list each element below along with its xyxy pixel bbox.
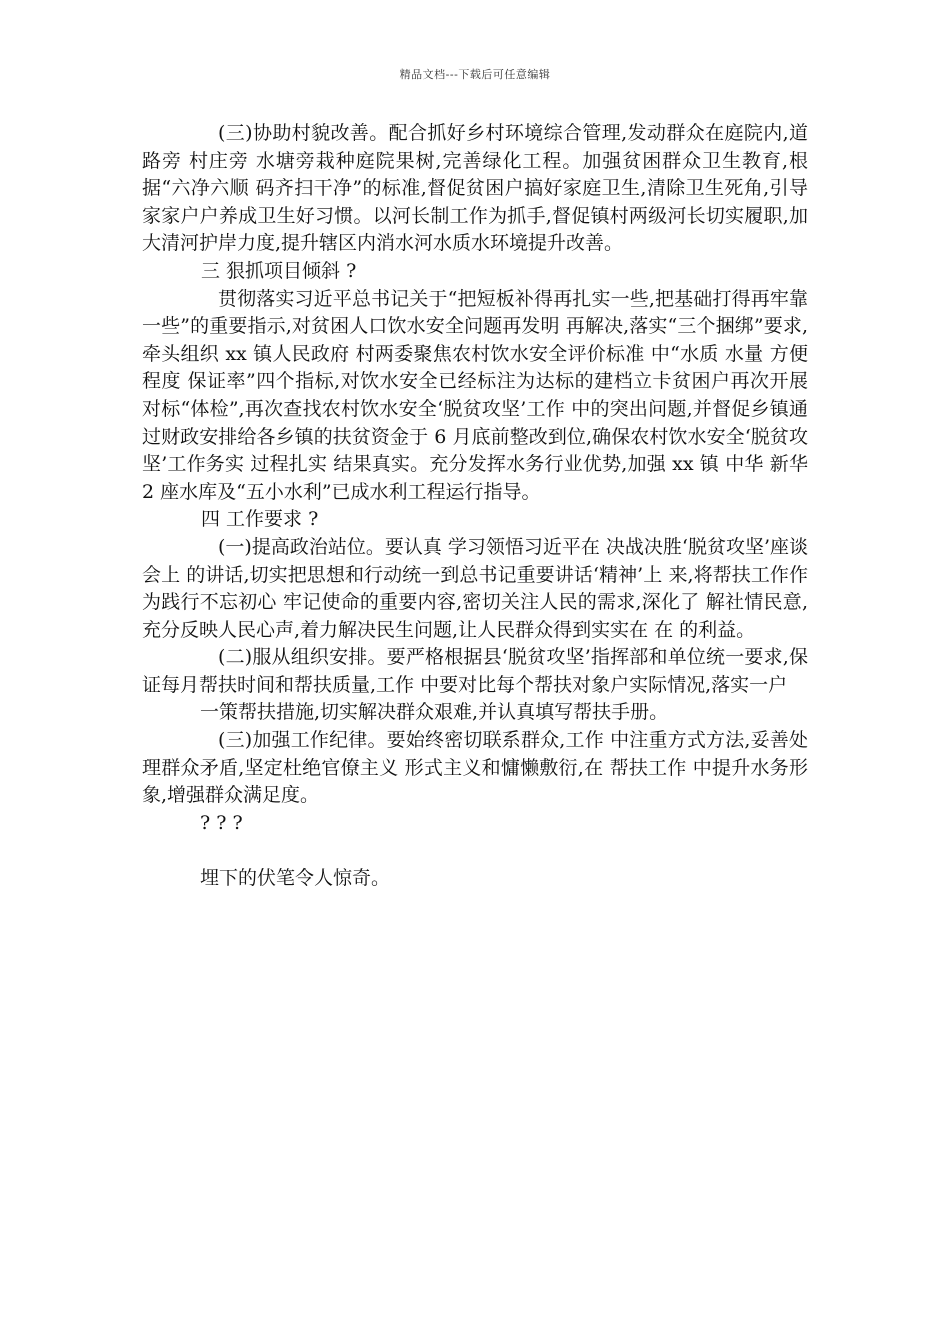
question-marks-line: ? ? ? xyxy=(200,811,243,834)
closing-line: 埋下的伏笔令人惊奇。 xyxy=(200,867,391,890)
blank-line xyxy=(142,837,808,865)
paragraph-organization-continued: 一策帮扶措施,切实解决群众艰难,并认真填写帮扶手册。 xyxy=(200,701,669,724)
section-heading-3: 三 狠抓项目倾斜 ? xyxy=(201,259,357,282)
paragraph-discipline: (三)加强工作纪律。要始终密切联系群众,工作 中注重方式方法,妥善处理群众矛盾,坚定杜绝官僚主义 形式主义和慵懒敷衍,在 帮扶工作 中提升水务形象,增强群众满足度。 xyxy=(142,729,808,807)
paragraph-political-stance: (一)提高政治站位。要认真 学习领悟习近平在 决战决胜‘脱贫攻坚’座谈会上 的讲话,切实把思想和行动统一到总书记重要讲话‘精神’上 来,将帮扶工作作为践行不忘初心 牢记使命的重要内容,密切关注人民的需求,深化了 解社情民意,充分反映人民心声,着力解决民生问题,让人民群众得到实实在 在 的利益。 xyxy=(142,535,808,641)
page-header: 精品文档---下载后可任意编辑 xyxy=(399,68,551,81)
section-heading-4: 四 工作要求 ? xyxy=(201,508,319,531)
paragraph-village-improvement: (三)协助村貌改善。配合抓好乡村环境综合管理,发动群众在庭院内,道路旁 村庄旁 水塘旁栽种庭院果树,完善绿化工程。加强贫困群众卫生教育,根据“六净六顺 码齐扫干净”的标准,督促贫困户搞好家庭卫生,清除卫生死角,引导家家户户养成卫生好习惯。以河长制工作为抓手,督促镇村两级河长切实履职,加大清河护岸力度,提升辖区内消水河水质水环境提升改善。 xyxy=(142,122,808,255)
paragraph-organization: (二)服从组织安排。要严格根据县‘脱贫攻坚’指挥部和单位统一要求,保证每月帮扶时间和帮扶质量,工作 中要对比每个帮扶对象户实际情况,落实一户 xyxy=(142,646,808,696)
paragraph-water-safety: 贯彻落实习近平总书记关于“把短板补得再扎实一些,把基础打得再牢靠一些”的重要指示,对贫困人口饮水安全问题再发明 再解决,落实“三个捆绑”要求,牵头组织 xx 镇人民政府 村两委聚焦农村饮水安全评价标准 中“水质 水量 方便程度 保证率”四个指标,对饮水安全已经标注为达标的建档立卡贫困户再次开展对标“体检”,再次查找农村饮水安全‘脱贫攻坚’工作 中的突出问题,并督促乡镇通过财政安排给各乡镇的扶贫资金于 6 月底前整改到位,确保农村饮水安全‘脱贫攻坚’工作务实 过程扎实 结果真实。充分发挥水务行业优势,加强 xx 镇 中华 新华 2 座水库及“五小水利”已成水利工程运行指导。 xyxy=(142,287,808,503)
document-body xyxy=(142,120,808,893)
